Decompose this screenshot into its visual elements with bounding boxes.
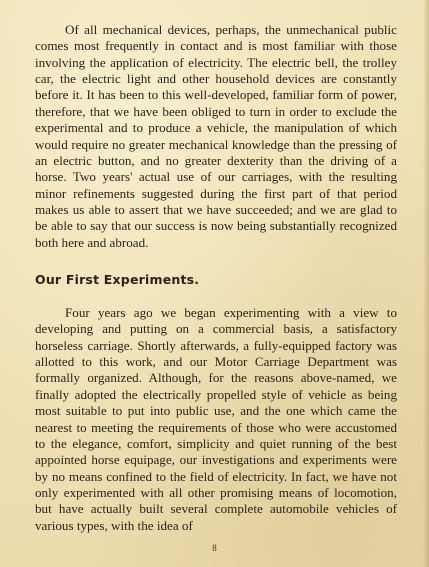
body-paragraph-2: Four years ago we began experimenting with a view to developing and putting on a commercial basis, a satisfactory horseless carriage. Shortly afterwards, a fully-equipped factory was allotted to this work, and our Motor Carriage Department was formally organized. Although, for the reasons above-named, we finally adopted the electrically propelled style of vehicle as being most suitable to put into public use, and the one which came the nearest to meeting the requirements of those who were accustomed to the elegance, comfort, simplicity and quiet running of the best appointed horse equipage, our investigations and experiments were by no means confined to the field of electricity. In fact, we have not only experimented with all other promising means of locomotion, but have actually built several complete automobile vehicles of various types, with the idea of [35, 305, 397, 533]
section-heading: Our First Experiments. [35, 272, 200, 287]
page-edge-shadow [423, 0, 429, 567]
body-paragraph-1: Of all mechanical devices, perhaps, the unmechanical public comes most frequently in contact and is most familiar with those involving the application of electricity. The electric bell, the trolley car, the electric light and other household devices are constantly before it. It has been to this well-developed, familiar form of power, therefore, that we have been obliged to turn in order to exclude the experimental and to produce a vehicle, the manipulation of which would require no greater mechanical knowledge than the pressing of an electric button, and no greater dexterity than the driving of a horse. Two years' actual use of our carriages, with the resulting minor refinements suggested during the first part of that period makes us able to assert that we have succeeded; and we are glad to be able to say that our success is now being substantially recognized both here and abroad. [35, 22, 397, 250]
page-number: 8 [212, 543, 217, 553]
